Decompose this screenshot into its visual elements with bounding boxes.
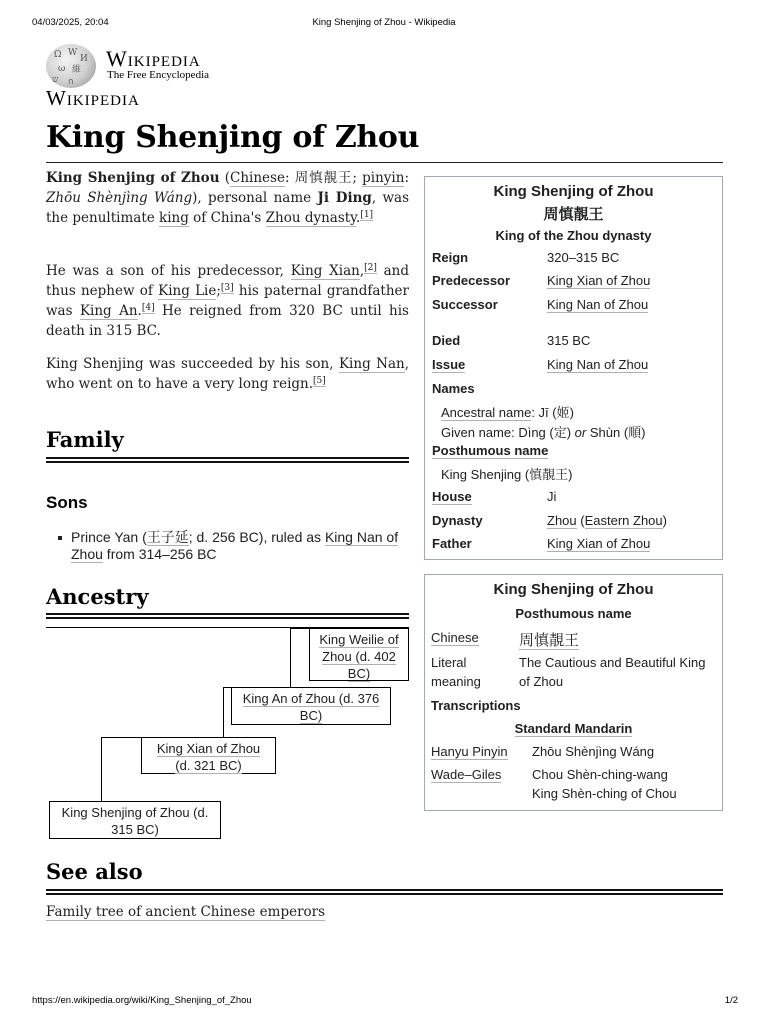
- wikipedia-wordmark-secondary[interactable]: Wikipedia: [46, 86, 140, 110]
- tree-connector: [101, 737, 141, 738]
- posthumous-label[interactable]: Posthumous name: [432, 443, 549, 458]
- infobox-main: [424, 176, 723, 560]
- family-heading-rule: [46, 457, 409, 463]
- wade-giles-value-1: Chou Shèn-ching-wang: [532, 767, 668, 782]
- infobox-chinese-name: [424, 574, 723, 811]
- ref-5[interactable]: [5]: [313, 375, 326, 386]
- sons-heading: Sons: [46, 493, 88, 512]
- infobox2-subtitle: Posthumous name: [515, 606, 632, 621]
- see-also-heading-rule: [46, 889, 723, 895]
- ref-1[interactable]: [1]: [360, 209, 374, 220]
- bullet: [58, 536, 62, 540]
- wikipedia-wordmark[interactable]: Wikipedia: [106, 46, 201, 71]
- ancestry-heading: Ancestry: [46, 584, 149, 609]
- tree-connector: [101, 737, 102, 801]
- died-label: Died: [432, 333, 461, 348]
- literal-value-1: The Cautious and Beautiful King: [519, 655, 706, 670]
- wikipedia-globe-icon[interactable]: Ω W И ω 維 ש ก: [46, 44, 96, 88]
- died-value: 315 BC: [547, 333, 591, 348]
- dynasty-value: Zhou (Eastern Zhou): [547, 513, 667, 528]
- print-url: https://en.wikipedia.org/wiki/King_Shenjing_of_Zhou: [32, 995, 252, 1006]
- zhou-dynasty-link[interactable]: Zhou dynasty: [265, 210, 357, 226]
- literal-label-2: meaning: [431, 674, 481, 689]
- infobox-title: King Shenjing of Zhou: [493, 183, 654, 200]
- son-list-item: Prince Yan (王子延; d. 256 BC), ruled as King Nan of Zhou from 314–256 BC: [71, 529, 399, 562]
- page-title: King Shenjing of Zhou: [46, 120, 420, 155]
- infobox-title-zh: 周慎靚王: [543, 206, 604, 223]
- posthumous-value: King Shenjing (慎靚王): [441, 467, 573, 482]
- wade-giles-value-2: King Shèn-ching of Chou: [532, 786, 677, 801]
- literal-label-1: Literal: [431, 655, 467, 670]
- tree-node-weilie[interactable]: King Weilie of Zhou (d. 402 BC): [309, 628, 409, 681]
- tree-connector: [223, 687, 224, 737]
- reign-label: Reign: [432, 250, 469, 265]
- tree-node-an[interactable]: King An of Zhou (d. 376 BC): [231, 687, 391, 725]
- ref-2[interactable]: [2]: [364, 262, 377, 273]
- pinyin-link[interactable]: pinyin: [362, 170, 405, 186]
- king-nan-link[interactable]: King Nan: [338, 356, 405, 372]
- issue-label[interactable]: Issue: [432, 357, 466, 372]
- literal-value-2: of Zhou: [519, 674, 564, 689]
- wikipedia-tagline: The Free Encyclopedia: [107, 69, 210, 81]
- infobox-subtitle: King of the Zhou dynasty: [495, 228, 652, 243]
- predecessor-value[interactable]: King Xian of Zhou: [547, 273, 651, 288]
- tree-node-xian[interactable]: King Xian of Zhou (d. 321 BC): [141, 737, 276, 774]
- tree-node-shenjing: King Shenjing of Zhou (d. 315 BC): [49, 801, 221, 839]
- title-rule: [46, 162, 723, 163]
- tree-connector: [290, 628, 310, 629]
- intro-paragraph-1: King Shenjing of Zhou (Chinese: 周慎靚王; pinyin: Zhōu Shènjìng Wáng), personal name Ji Ding, was the penultimate king of China's Zhou dynasty.[1]: [46, 170, 409, 226]
- chinese-label[interactable]: Chinese: [431, 630, 479, 645]
- print-datetime: 04/03/2025, 20:04: [32, 17, 109, 28]
- ancestral-name: Ancestral name: Jī (姬): [441, 405, 574, 420]
- reign-value: 320–315 BC: [547, 250, 620, 265]
- ref-4[interactable]: [4]: [141, 302, 155, 313]
- dynasty-zhou-link[interactable]: Zhou: [547, 513, 577, 528]
- infobox2-title: King Shenjing of Zhou: [493, 581, 654, 598]
- issue-value[interactable]: King Nan of Zhou: [547, 357, 649, 372]
- print-doc-title: King Shenjing of Zhou - Wikipedia: [312, 17, 456, 28]
- successor-value[interactable]: King Nan of Zhou: [547, 297, 649, 312]
- see-also-heading: See also: [46, 859, 143, 884]
- chinese-link[interactable]: Chinese: [230, 170, 285, 186]
- eastern-zhou-link[interactable]: Eastern Zhou: [584, 513, 663, 528]
- king-an-link[interactable]: King An: [79, 303, 138, 319]
- hanyu-pinyin-label[interactable]: Hanyu Pinyin: [431, 744, 508, 759]
- standard-mandarin-label[interactable]: Standard Mandarin: [514, 721, 633, 736]
- hanyu-pinyin-value: Zhōu Shènjìng Wáng: [532, 744, 655, 759]
- wangzi-yan-link[interactable]: 王子延: [146, 529, 189, 545]
- king-link[interactable]: king: [159, 210, 189, 226]
- king-lie-link[interactable]: King Lie: [158, 283, 217, 299]
- king-nan-of-zhou-link[interactable]: King Nan of Zhou: [71, 529, 399, 562]
- ref-3[interactable]: [3]: [220, 282, 234, 293]
- predecessor-label: Predecessor: [432, 273, 511, 288]
- dynasty-label: Dynasty: [432, 513, 483, 528]
- intro-paragraph-2: He was a son of his predecessor, King Xian,[2] and thus nephew of King Lie;[3] his paternal grandfather was King An.[4] He reigned from 320 BC until his death in 315 BC.: [46, 262, 409, 339]
- successor-label: Successor: [432, 297, 498, 312]
- ancestry-heading-rule: [46, 613, 409, 619]
- intro-paragraph-3: King Shenjing was succeeded by his son, King Nan, who went on to have a very long reign.[5]: [46, 356, 409, 392]
- names-label: Names: [432, 381, 475, 396]
- print-page-number: 1/2: [724, 995, 738, 1006]
- transcriptions-label: Transcriptions: [431, 698, 521, 713]
- wade-giles-label[interactable]: Wade–Giles: [431, 767, 502, 782]
- given-name: Given name: Dìng (定) or Shùn (順): [441, 425, 646, 440]
- king-xian-link[interactable]: King Xian: [290, 263, 360, 279]
- family-heading: Family: [46, 427, 124, 452]
- father-value[interactable]: King Xian of Zhou: [547, 536, 651, 551]
- family-tree-link[interactable]: Family tree of ancient Chinese emperors: [46, 904, 326, 920]
- house-label[interactable]: House: [432, 489, 472, 504]
- see-also-list: [46, 902, 446, 922]
- tree-connector: [290, 628, 291, 688]
- chinese-value[interactable]: 周慎靚王: [519, 632, 580, 649]
- ancestral-name-link[interactable]: Ancestral name: [441, 405, 532, 420]
- father-label: Father: [432, 536, 472, 551]
- house-value: Ji: [547, 489, 557, 504]
